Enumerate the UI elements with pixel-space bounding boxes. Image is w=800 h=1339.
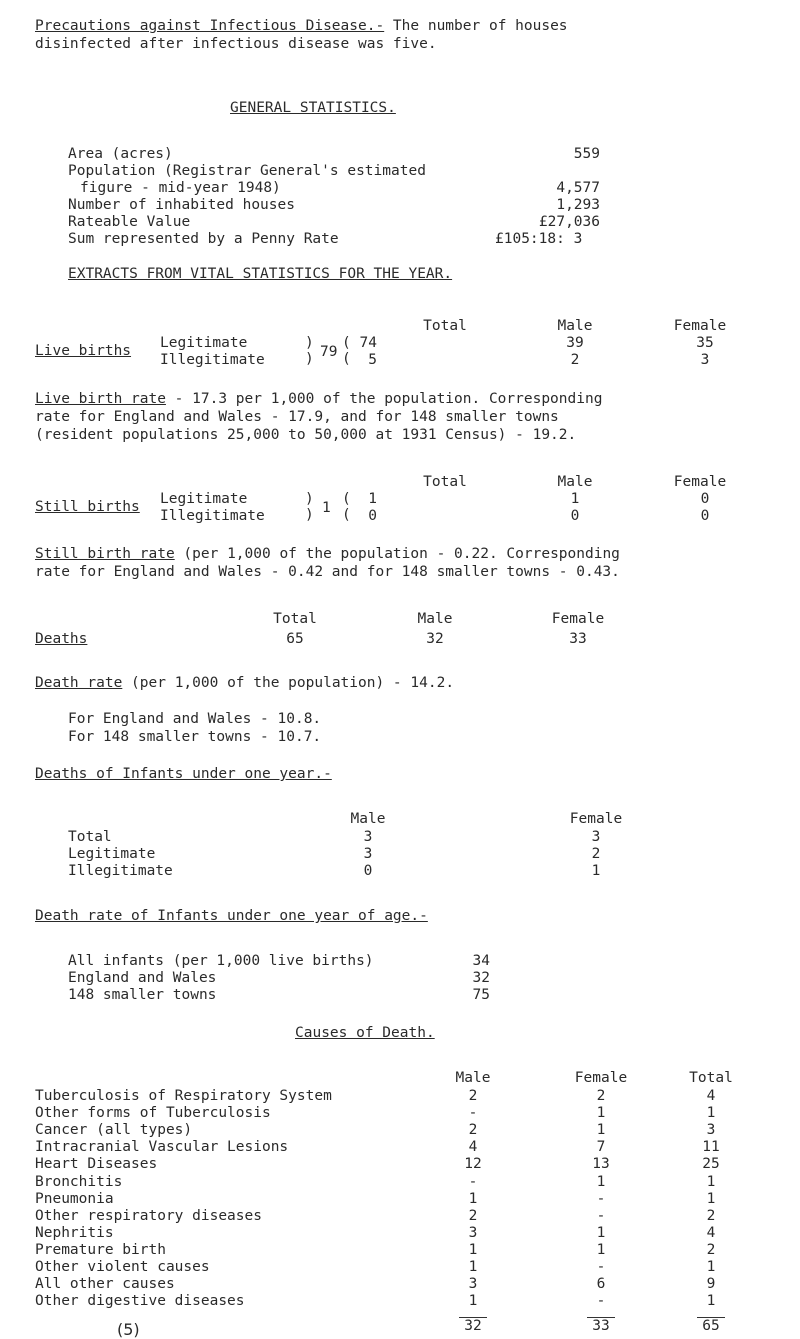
still-birth-rate-line-2: rate for England and Wales - 0.42 and for 148 smaller towns - 0.43. (35, 564, 620, 580)
cause-female: 1 (596, 1225, 606, 1241)
infant-death-rate-value: 75 (472, 987, 490, 1003)
still-birth-rate-label: Still birth rate (35, 546, 175, 562)
infant-deaths-header-female: Female (569, 811, 623, 827)
cause-total: 2 (706, 1208, 716, 1224)
stat-label-population: Population (Registrar General's estimated (68, 163, 426, 179)
infant-death-rate-label: All infants (per 1,000 live births) (68, 953, 374, 969)
infant-deaths-row-label: Legitimate (68, 846, 156, 862)
causes-total-male: 32 (464, 1318, 482, 1334)
cause-female: - (596, 1191, 606, 1207)
still-births-label: Still births (35, 499, 140, 515)
still-birth-rate-text: (per 1,000 of the population - 0.22. Corresponding (174, 546, 620, 562)
infant-deaths-row-female: 1 (591, 863, 601, 879)
cause-total: 1 (706, 1105, 716, 1121)
deaths-header-male: Male (417, 611, 453, 627)
cause-total: 1 (706, 1293, 716, 1309)
still-births-grand-total: 1 (322, 500, 331, 516)
infant-death-rate-value: 34 (472, 953, 490, 969)
live-births-legit-male: 39 (566, 335, 584, 351)
cause-total: 9 (706, 1276, 716, 1292)
intro-line-1 (35, 18, 568, 34)
vital-statistics-title: EXTRACTS FROM VITAL STATISTICS FOR THE YEAR. (68, 266, 453, 282)
stat-value-area: 559 (573, 146, 600, 162)
page-number: (5) (117, 1320, 140, 1339)
causes-header-total: Total (689, 1070, 733, 1086)
deaths-header-female: Female (551, 611, 605, 627)
stat-label-penny-rate: Sum represented by a Penny Rate (68, 231, 339, 247)
stat-label-area: Area (acres) (68, 146, 173, 162)
infant-death-rate-value: 32 (472, 970, 490, 986)
cause-label: Tuberculosis of Respiratory System (35, 1088, 332, 1104)
cause-female: 13 (592, 1156, 610, 1172)
still-births-illeg-male: 0 (570, 508, 580, 524)
live-birth-rate-label: Live birth rate (35, 391, 166, 407)
infant-deaths-row-label: Total (68, 829, 112, 845)
cause-male: 1 (468, 1242, 478, 1258)
cause-label: Other forms of Tuberculosis (35, 1105, 271, 1121)
cause-female: 2 (596, 1088, 606, 1104)
live-births-header-male: Male (557, 318, 593, 334)
cause-label: Bronchitis (35, 1174, 123, 1190)
cause-male: 4 (468, 1139, 478, 1155)
causes-title: Causes of Death. (295, 1025, 435, 1041)
cause-male: 1 (468, 1293, 478, 1309)
cause-female: 7 (596, 1139, 606, 1155)
cause-male: 2 (468, 1088, 478, 1104)
infant-deaths-row-female: 3 (591, 829, 601, 845)
cause-label: Other respiratory diseases (35, 1208, 262, 1224)
live-births-header-total: Total (423, 318, 467, 334)
live-birth-rate-line-1 (35, 391, 602, 407)
deaths-male: 32 (426, 631, 444, 647)
death-rate-text: (per 1,000 of the population) - 14.2. (122, 675, 455, 691)
stat-value-penny-rate: £105:18: 3 (495, 231, 583, 247)
causes-header-male: Male (455, 1070, 491, 1086)
death-rate-smaller-towns: For 148 smaller towns - 10.7. (68, 729, 322, 745)
live-births-legitimate-label: Legitimate (160, 335, 248, 351)
cause-female: 1 (596, 1122, 606, 1138)
cause-label: Other violent causes (35, 1259, 210, 1275)
intro-heading: Precautions against Infectious Disease.- (35, 18, 385, 34)
cause-male: 3 (468, 1225, 478, 1241)
live-births-legit-total: 74 (359, 335, 377, 351)
stat-label-population-2: figure - mid-year 1948) (80, 180, 281, 196)
cause-female: 1 (596, 1174, 606, 1190)
cause-total: 1 (706, 1174, 716, 1190)
infant-deaths-title: Deaths of Infants under one year.- (35, 766, 332, 782)
cause-label: Cancer (all types) (35, 1122, 193, 1138)
cause-total: 1 (706, 1191, 716, 1207)
live-births-legit-female: 35 (696, 335, 714, 351)
cause-male: 1 (468, 1191, 478, 1207)
still-births-legit-total: 1 (368, 491, 377, 507)
live-birth-rate-line-2: rate for England and Wales - 17.9, and for 148 smaller towns (35, 409, 559, 425)
cause-total: 25 (702, 1156, 720, 1172)
cause-label: Pneumonia (35, 1191, 114, 1207)
still-births-brace-right: ( ( (342, 491, 351, 523)
cause-female: - (596, 1293, 606, 1309)
causes-header-female: Female (574, 1070, 628, 1086)
cause-total: 1 (706, 1259, 716, 1275)
live-births-illeg-total: 5 (368, 352, 377, 368)
cause-label: Other digestive diseases (35, 1293, 245, 1309)
cause-total: 4 (706, 1225, 716, 1241)
infant-deaths-row-male: 3 (363, 829, 373, 845)
cause-total: 11 (702, 1139, 720, 1155)
infant-deaths-row-male: 0 (363, 863, 373, 879)
still-births-legit-female: 0 (700, 491, 710, 507)
cause-label: Intracranial Vascular Lesions (35, 1139, 289, 1155)
stat-value-houses: 1,293 (556, 197, 600, 213)
intro-text-1: The number of houses (384, 18, 568, 34)
still-births-header-female: Female (673, 474, 727, 490)
death-rate-line (35, 675, 454, 691)
death-rate-england-wales: For England and Wales - 10.8. (68, 711, 322, 727)
stat-label-houses: Number of inhabited houses (68, 197, 295, 213)
cause-female: 6 (596, 1276, 606, 1292)
causes-total-total: 65 (702, 1318, 720, 1334)
cause-male: 1 (468, 1259, 478, 1275)
live-births-illegitimate-label: Illegitimate (160, 352, 265, 368)
live-births-illeg-male: 2 (570, 352, 580, 368)
general-statistics-title: GENERAL STATISTICS. (230, 100, 396, 116)
deaths-female: 33 (569, 631, 587, 647)
infant-death-rate-title: Death rate of Infants under one year of age.- (35, 908, 428, 924)
still-births-header-total: Total (423, 474, 467, 490)
cause-label: Heart Diseases (35, 1156, 158, 1172)
infant-death-rate-label: England and Wales (68, 970, 217, 986)
cause-female: 1 (596, 1105, 606, 1121)
cause-total: 3 (706, 1122, 716, 1138)
cause-male: 12 (464, 1156, 482, 1172)
cause-male: - (468, 1174, 478, 1190)
infant-deaths-row-male: 3 (363, 846, 373, 862)
cause-total: 2 (706, 1242, 716, 1258)
infant-deaths-row-female: 2 (591, 846, 601, 862)
cause-label: Nephritis (35, 1225, 114, 1241)
infant-deaths-header-male: Male (350, 811, 386, 827)
still-births-legitimate-label: Legitimate (160, 491, 248, 507)
still-births-brace-left: ) ) (305, 491, 314, 523)
stat-label-rateable: Rateable Value (68, 214, 191, 230)
live-birth-rate-text: - 17.3 per 1,000 of the population. Corresponding (165, 391, 603, 407)
cause-label: Premature birth (35, 1242, 166, 1258)
still-births-illegitimate-label: Illegitimate (160, 508, 265, 524)
live-births-grand-total: 79 (320, 344, 338, 360)
live-births-brace-left: ) ) (305, 335, 314, 367)
cause-male: 3 (468, 1276, 478, 1292)
deaths-label: Deaths (35, 631, 88, 647)
causes-total-female: 33 (592, 1318, 610, 1334)
stat-value-population: 4,577 (556, 180, 600, 196)
still-birth-rate-line-1 (35, 546, 620, 562)
still-births-illeg-female: 0 (700, 508, 710, 524)
still-births-illeg-total: 0 (368, 508, 377, 524)
cause-total: 4 (706, 1088, 716, 1104)
deaths-total: 65 (286, 631, 304, 647)
live-births-illeg-female: 3 (700, 352, 710, 368)
live-birth-rate-line-3: (resident populations 25,000 to 50,000 at 1931 Census) - 19.2. (35, 427, 577, 443)
cause-female: 1 (596, 1242, 606, 1258)
infant-death-rate-label: 148 smaller towns (68, 987, 217, 1003)
cause-female: - (596, 1259, 606, 1275)
still-births-header-male: Male (557, 474, 593, 490)
intro-text-2: disinfected after infectious disease was five. (35, 36, 437, 52)
still-births-legit-male: 1 (570, 491, 580, 507)
cause-male: 2 (468, 1208, 478, 1224)
cause-label: All other causes (35, 1276, 175, 1292)
stat-value-rateable: £27,036 (538, 214, 600, 230)
deaths-header-total: Total (273, 611, 317, 627)
cause-female: - (596, 1208, 606, 1224)
live-births-header-female: Female (673, 318, 727, 334)
infant-deaths-row-label: Illegitimate (68, 863, 173, 879)
death-rate-label: Death rate (35, 675, 123, 691)
live-births-brace-right: ( ( (342, 335, 351, 367)
cause-male: - (468, 1105, 478, 1121)
live-births-label: Live births (35, 343, 132, 359)
cause-male: 2 (468, 1122, 478, 1138)
